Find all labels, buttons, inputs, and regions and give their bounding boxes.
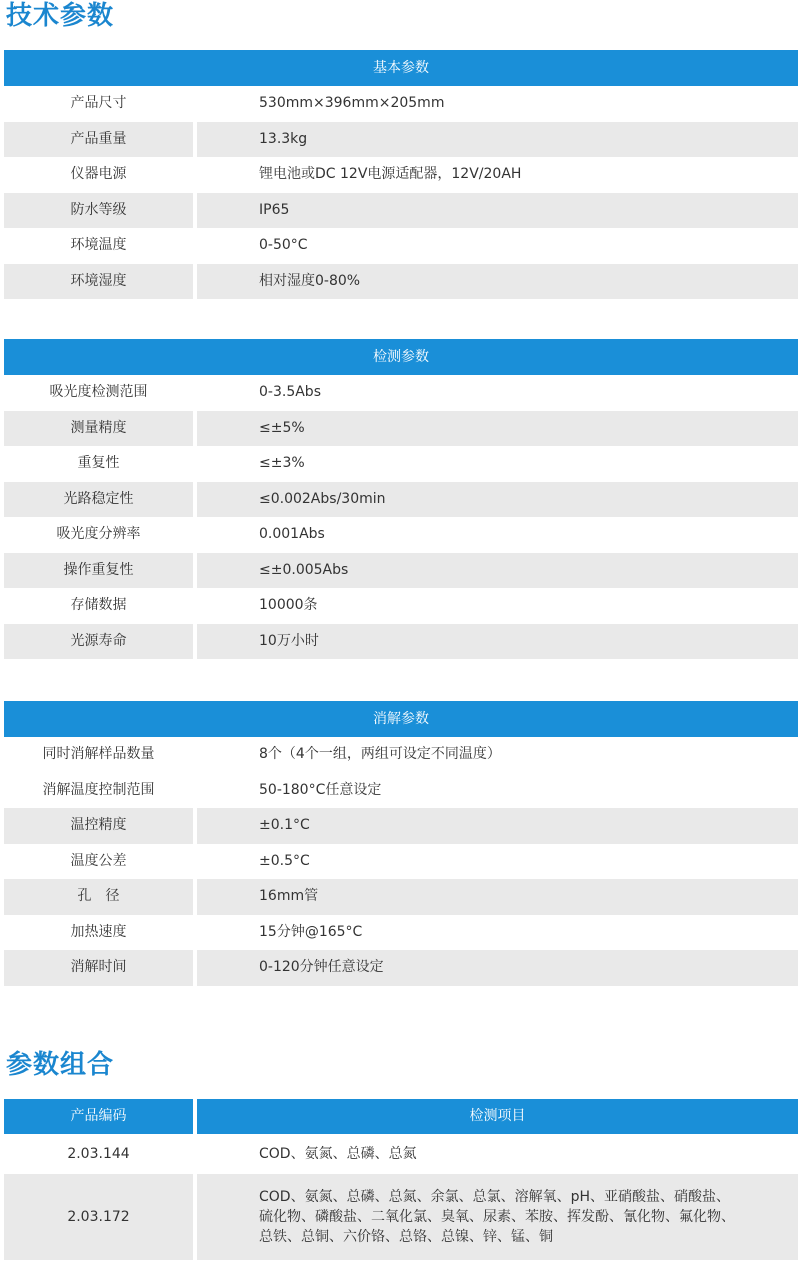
digestion-params-header: 消解参数 xyxy=(4,701,798,737)
table-row xyxy=(4,1138,798,1170)
table-row xyxy=(4,482,798,518)
table-row xyxy=(4,624,798,660)
table-row xyxy=(4,773,798,809)
table-row xyxy=(4,446,798,482)
basic-params-table xyxy=(4,50,798,299)
param-label: 吸光度分辨率 xyxy=(56,526,141,542)
table-row xyxy=(4,588,798,624)
table-row xyxy=(4,553,798,589)
product-code: 2.03.172 xyxy=(4,1174,193,1260)
table-row xyxy=(4,737,798,773)
param-value: ±0.1°C xyxy=(197,808,798,844)
param-value: 相对湿度0-80% xyxy=(197,264,798,300)
param-value: ≤0.002Abs/30min xyxy=(197,482,798,518)
combination-table xyxy=(4,1099,798,1260)
param-label: 仪器电源 xyxy=(70,166,127,182)
param-value: 50-180°C任意设定 xyxy=(259,781,382,798)
param-label: 光源寿命 xyxy=(4,624,193,660)
detection-items: COD、氨氮、总磷、总氮、余氯、总氯、溶解氧、pH、亚硝酸盐、硝酸盐、硫化物、磷酸盐、二氧化氯、臭氧、尿素、苯胺、挥发酚、氰化物、氟化物、总铁、总铜、六价铬、总铬、总镍、锌、锰、铜 xyxy=(197,1174,798,1260)
table-row xyxy=(4,264,798,300)
table-row xyxy=(4,375,798,411)
basic-params-header: 基本参数 xyxy=(4,50,798,86)
param-label: 孔 径 xyxy=(4,879,193,915)
table-row xyxy=(4,1174,798,1260)
param-label: 环境湿度 xyxy=(4,264,193,300)
table-row xyxy=(4,517,798,553)
table-row xyxy=(4,411,798,447)
page-title-tech-params: 技术参数 xyxy=(6,1,115,31)
detection-params-header: 检测参数 xyxy=(4,339,798,375)
column-header-code: 产品编码 xyxy=(4,1099,193,1134)
page-title-combination: 参数组合 xyxy=(6,1050,115,1080)
table-row xyxy=(4,879,798,915)
param-label: 操作重复性 xyxy=(4,553,193,589)
param-label: 同时消解样品数量 xyxy=(42,746,155,762)
param-label: 吸光度检测范围 xyxy=(49,384,148,400)
column-header-items: 检测项目 xyxy=(197,1099,798,1134)
table-row xyxy=(4,157,798,193)
param-value: 10000条 xyxy=(259,597,318,613)
param-label: 光路稳定性 xyxy=(4,482,193,518)
param-label: 加热速度 xyxy=(70,923,127,940)
table-row xyxy=(4,808,798,844)
digestion-params-table xyxy=(4,701,798,986)
param-label: 温控精度 xyxy=(4,808,193,844)
table-row xyxy=(4,950,798,986)
product-code: 2.03.144 xyxy=(67,1146,130,1162)
param-label: 测量精度 xyxy=(4,411,193,447)
table-row xyxy=(4,915,798,951)
param-value: 0.001Abs xyxy=(259,526,325,542)
param-value: ±0.5°C xyxy=(259,852,310,869)
param-value: 0-120分钟任意设定 xyxy=(197,950,798,986)
param-value: 8个（4个一组，两组可设定不同温度） xyxy=(259,746,501,762)
param-value: 16mm管 xyxy=(197,879,798,915)
combination-header-row xyxy=(4,1099,798,1134)
detection-params-table xyxy=(4,339,798,659)
param-value: ≤±5% xyxy=(197,411,798,447)
param-label: 存储数据 xyxy=(70,597,127,613)
param-value: 0-3.5Abs xyxy=(259,384,321,400)
param-value: 10万小时 xyxy=(197,624,798,660)
param-label: 消解时间 xyxy=(4,950,193,986)
param-value: IP65 xyxy=(197,193,798,229)
table-row xyxy=(4,122,798,158)
table-row xyxy=(4,228,798,264)
param-label: 温度公差 xyxy=(70,852,127,869)
param-label: 产品尺寸 xyxy=(70,95,127,111)
param-label: 防水等级 xyxy=(4,193,193,229)
table-row xyxy=(4,86,798,122)
param-value: 15分钟@165°C xyxy=(259,923,363,940)
param-value: 0-50°C xyxy=(259,237,308,253)
table-row xyxy=(4,193,798,229)
param-value: 13.3kg xyxy=(197,122,798,158)
param-value: ≤±0.005Abs xyxy=(197,553,798,589)
param-label: 消解温度控制范围 xyxy=(42,781,155,798)
param-label: 重复性 xyxy=(77,455,120,471)
param-label: 环境温度 xyxy=(70,237,127,253)
detection-items: COD、氨氮、总磷、总氮 xyxy=(259,1146,417,1162)
param-label: 产品重量 xyxy=(4,122,193,158)
param-value: 530mm×396mm×205mm xyxy=(259,95,445,111)
table-row xyxy=(4,844,798,880)
param-value: 锂电池或DC 12V电源适配器，12V/20AH xyxy=(259,166,522,182)
param-value: ≤±3% xyxy=(259,455,305,471)
